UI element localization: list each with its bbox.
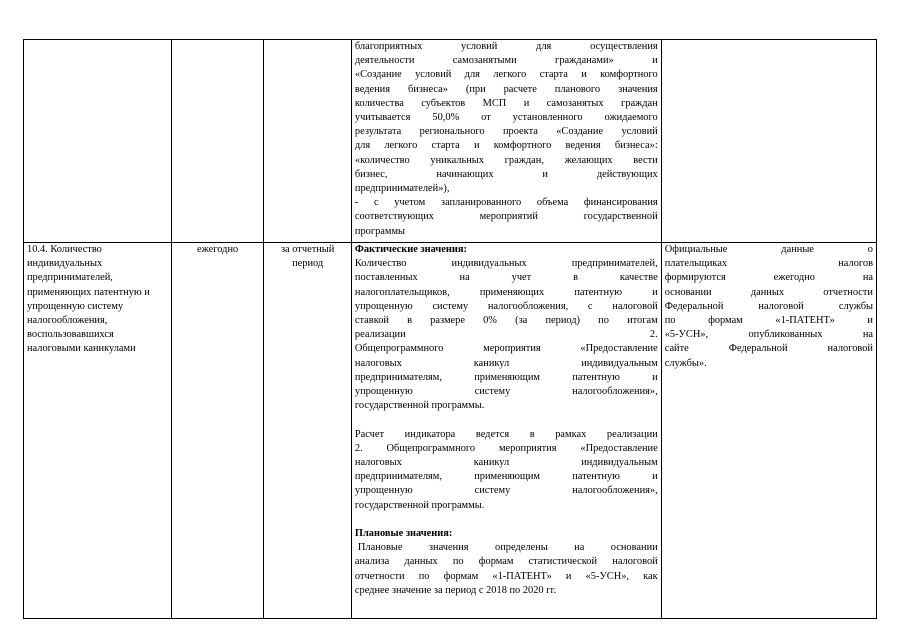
cell-period-empty — [264, 40, 352, 243]
method-line: - с учетом запланированного объема финансирования — [354, 197, 658, 209]
calc-line: упрощенную систему налогообложения», — [354, 485, 658, 497]
actual-line: государственной программы. — [354, 400, 485, 412]
cell-method-continued — [351, 40, 661, 243]
method-line: ведения бизнеса» (при расчете планового значения — [354, 83, 658, 95]
actual-line: реализации 2. — [354, 329, 658, 341]
plan-line: отчетности по формам «1-ПАТЕНТ» и «5-УСН», как — [354, 570, 658, 582]
calc-line: предпринимателям, применяющим патентную и — [354, 471, 658, 483]
cell-periodicity-empty — [171, 40, 264, 243]
calc-line: государственной программы. — [354, 499, 485, 511]
method-line: учитывается 50,0% от установленного ожидаемого — [354, 112, 658, 124]
paragraph-gap — [355, 413, 658, 427]
indicator-name: 10.4. Количество индивидуальных предпринимателей, применяющих патентную и упрощенную систему налогообложения, воспользовавшихся налоговыми каникулами — [27, 244, 150, 355]
source-line: основании данных отчетности — [664, 286, 873, 298]
method-line: предпринимателей»), — [354, 183, 450, 195]
paragraph-gap — [355, 513, 658, 527]
source-line: службы». — [664, 357, 707, 369]
source-line: формируются ежегодно на — [664, 272, 873, 284]
periodicity: ежегодно — [197, 244, 239, 255]
actual-line: упрощенную систему налогообложения», — [354, 386, 658, 398]
indicator-table — [23, 39, 877, 619]
actual-line: налогоплательщиков, применяющих патентную и — [354, 286, 658, 298]
cell-period — [264, 243, 352, 619]
calc-line: налоговых каникул индивидуальным — [354, 457, 658, 469]
actual-line: поставленных на учет в качестве — [354, 272, 658, 284]
source-line: «5-УСН», опубликованных на — [664, 329, 873, 341]
cell-indicator-name — [24, 243, 172, 619]
plan-line: Плановые значения определены на основании — [357, 542, 658, 554]
method-line: программы — [354, 225, 406, 237]
plan-line: среднее значение за период с 2018 по 2020 гг. — [354, 584, 557, 596]
method-line: «количество уникальных граждан, желающих вести — [354, 154, 658, 166]
method-line: благоприятных условий для осуществления — [354, 41, 658, 52]
plan-values-heading: Плановые значения: — [354, 528, 453, 540]
actual-line: предпринимателям, применяющим патентную и — [354, 371, 658, 383]
cell-periodicity — [171, 243, 264, 619]
source-line: Официальные данные о — [664, 244, 873, 255]
source-line: сайте Федеральной налоговой — [664, 343, 873, 355]
cell-method — [351, 243, 661, 619]
table-row-previous — [24, 40, 877, 243]
actual-line: Количество индивидуальных предпринимателей, — [354, 258, 658, 270]
method-line: для легкого старта и комфортного ведения бизнеса»: — [354, 140, 658, 152]
table-row-indicator-10-4 — [24, 243, 877, 619]
source-line: Федеральной налоговой службы — [664, 300, 873, 312]
actual-line: налоговых каникул индивидуальным — [354, 357, 658, 369]
method-line: бизнес, начинающих и действующих — [354, 168, 658, 180]
actual-values-heading: Фактические значения: — [354, 244, 467, 255]
calc-line: Расчет индикатора ведется в рамках реализации — [354, 428, 658, 440]
cell-source-empty — [661, 40, 876, 243]
period: за отчетный период — [280, 244, 335, 270]
calc-line: 2. Общепрограммного мероприятия «Предоставление — [354, 442, 658, 454]
actual-line: ставкой в размере 0% (за период) по итогам — [354, 315, 658, 327]
method-line: деятельности самозанятыми гражданами» и — [354, 55, 658, 67]
source-line: по формам «1-ПАТЕНТ» и — [664, 315, 873, 327]
actual-line: упрощенную систему налогообложения, с налоговой — [354, 300, 658, 312]
plan-line: анализа данных по формам статистической налоговой — [354, 556, 658, 568]
method-line: соответствующих мероприятий государственной — [354, 211, 658, 223]
cell-indicator-empty — [24, 40, 172, 243]
method-line: результата регионального проекта «Создание условий — [354, 126, 658, 138]
method-line: «Создание условий для легкого старта и комфортного — [354, 69, 658, 81]
source-line: плательщиках налогов — [664, 258, 873, 270]
cell-source — [661, 243, 876, 619]
method-line: количества субъектов МСП и самозанятых граждан — [354, 97, 658, 109]
actual-line: Общепрограммного мероприятия «Предоставление — [354, 343, 658, 355]
